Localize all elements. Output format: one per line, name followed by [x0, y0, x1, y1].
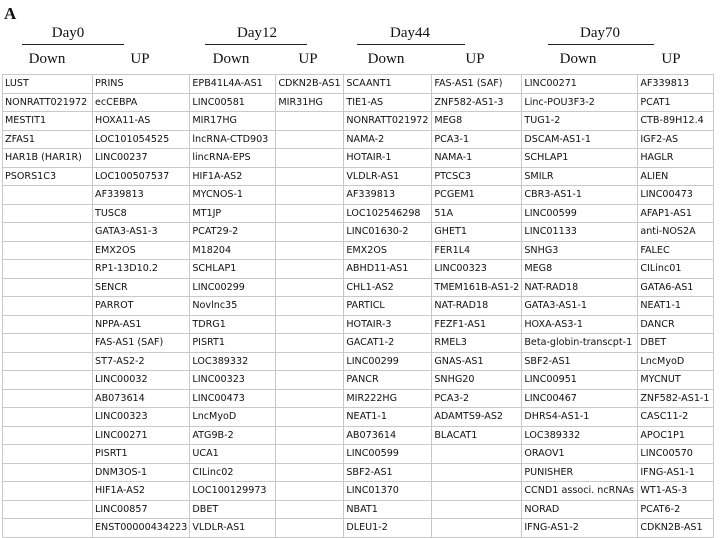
table-cell: TMEM161B-AS1-2	[432, 278, 522, 297]
table-row	[3, 500, 714, 519]
table-cell	[3, 352, 93, 371]
table-cell: LINC00599	[344, 445, 432, 464]
table-cell	[3, 500, 93, 519]
table-cell: LINC00599	[522, 204, 638, 223]
subheader-up-day12: UP	[298, 51, 318, 67]
table-cell: PANCR	[344, 371, 432, 390]
table-cell: SBF2-AS1	[522, 352, 638, 371]
table-cell: HOTAIR-3	[344, 315, 432, 334]
table-cell	[432, 500, 522, 519]
table-cell: PCAT1	[638, 93, 714, 112]
table-cell: LOC101054525	[93, 130, 190, 149]
table-cell: EPB41L4A-AS1	[190, 75, 276, 94]
table-cell	[276, 241, 344, 260]
table-cell: TUG1-2	[522, 112, 638, 131]
table-cell: AB073614	[344, 426, 432, 445]
table-cell: MEG8	[522, 260, 638, 279]
table-cell: GHET1	[432, 223, 522, 242]
table-cell: lncRNA-CTD903	[190, 130, 276, 149]
table-cell: VLDLR-AS1	[344, 167, 432, 186]
table-cell	[276, 186, 344, 205]
table-cell	[276, 278, 344, 297]
table-cell	[3, 463, 93, 482]
table-cell: HOXA-AS3-1	[522, 315, 638, 334]
table-cell: UCA1	[190, 445, 276, 464]
day-rule-1	[205, 44, 307, 45]
table-cell	[276, 408, 344, 427]
table-cell: SBF2-AS1	[344, 463, 432, 482]
table-cell: ecCEBPA	[93, 93, 190, 112]
table-cell: EMX2OS	[93, 241, 190, 260]
table-cell	[432, 482, 522, 501]
table-row	[3, 204, 714, 223]
table-cell: NONRATT021972	[3, 93, 93, 112]
table-cell: LINC00570	[638, 445, 714, 464]
table-cell: NAMA-1	[432, 149, 522, 168]
table-cell	[276, 297, 344, 316]
table-cell: PSORS1C3	[3, 167, 93, 186]
table-cell: LOC100129973	[190, 482, 276, 501]
table-cell: LINC00299	[190, 278, 276, 297]
table-cell	[3, 260, 93, 279]
table-cell: Linc-POU3F3-2	[522, 93, 638, 112]
table-cell: PTCSC3	[432, 167, 522, 186]
table-cell: SENCR	[93, 278, 190, 297]
table-cell: HOXA11-AS	[93, 112, 190, 131]
table-cell	[432, 519, 522, 538]
table-cell: ZNF582-AS1-3	[432, 93, 522, 112]
table-cell	[276, 519, 344, 538]
table-cell: EMX2OS	[344, 241, 432, 260]
table-cell: MIR31HG	[276, 93, 344, 112]
table-cell: LINC00951	[522, 371, 638, 390]
table-row	[3, 223, 714, 242]
table-cell: LINC00857	[93, 500, 190, 519]
table-row	[3, 130, 714, 149]
table-cell: NEAT1-1	[638, 297, 714, 316]
table-cell: ADAMTS9-AS2	[432, 408, 522, 427]
subheader-down-day0: Down	[28, 51, 66, 67]
table-cell: CDKN2B-AS1	[638, 519, 714, 538]
table-cell	[276, 500, 344, 519]
table-cell	[276, 482, 344, 501]
table-cell	[276, 149, 344, 168]
table-cell	[3, 371, 93, 390]
table-cell	[3, 408, 93, 427]
table-cell	[276, 352, 344, 371]
day-title-1: Day12	[237, 25, 277, 41]
table-cell: ALIEN	[638, 167, 714, 186]
table-cell	[276, 463, 344, 482]
table-cell: LINC00323	[432, 260, 522, 279]
table-cell: LUST	[3, 75, 93, 94]
table-cell: HIF1A-AS2	[190, 167, 276, 186]
table-cell	[276, 167, 344, 186]
table-cell: FAS-AS1 (SAF)	[432, 75, 522, 94]
table-cell: ZFAS1	[3, 130, 93, 149]
table-row	[3, 75, 714, 94]
subheader-up-day0: UP	[130, 51, 150, 67]
table-cell: PCAT29-2	[190, 223, 276, 242]
table-cell	[3, 519, 93, 538]
table-cell: GNAS-AS1	[432, 352, 522, 371]
subheader-up-day70: UP	[661, 51, 681, 67]
table-cell	[3, 334, 93, 353]
table-cell: TDRG1	[190, 315, 276, 334]
day-title-3: Day70	[580, 25, 620, 41]
table-row	[3, 352, 714, 371]
table-row	[3, 167, 714, 186]
table-cell: DHRS4-AS1-1	[522, 408, 638, 427]
table-cell: PCAT6-2	[638, 500, 714, 519]
table-row	[3, 482, 714, 501]
table-cell	[276, 445, 344, 464]
table-cell	[3, 297, 93, 316]
day-title-2: Day44	[390, 25, 430, 41]
subheader-up-day44: UP	[465, 51, 485, 67]
table-cell: IFNG-AS1-1	[638, 463, 714, 482]
table-cell	[3, 482, 93, 501]
table-cell: CBR3-AS1-1	[522, 186, 638, 205]
table-row	[3, 334, 714, 353]
day-rule-0	[22, 44, 124, 45]
table-cell: LINC01133	[522, 223, 638, 242]
table-cell: ENST00000434223	[93, 519, 190, 538]
table-cell: CHL1-AS2	[344, 278, 432, 297]
table-cell: MT1JP	[190, 204, 276, 223]
table-cell: NBAT1	[344, 500, 432, 519]
table-cell	[3, 204, 93, 223]
table-cell	[3, 186, 93, 205]
table-cell: Beta-globin-transcpt-1	[522, 334, 638, 353]
table-cell: SNHG3	[522, 241, 638, 260]
table-cell: ATG9B-2	[190, 426, 276, 445]
table-cell: LOC389332	[522, 426, 638, 445]
table-cell: LINC00237	[93, 149, 190, 168]
table-cell: SCHLAP1	[190, 260, 276, 279]
table-row	[3, 149, 714, 168]
table-cell: LINC01370	[344, 482, 432, 501]
table-cell: DANCR	[638, 315, 714, 334]
table-row	[3, 278, 714, 297]
table-cell	[276, 426, 344, 445]
table-cell	[276, 389, 344, 408]
table-row	[3, 260, 714, 279]
subheader-down-day12: Down	[212, 51, 250, 67]
table-cell	[3, 278, 93, 297]
subheader-down-day44: Down	[367, 51, 405, 67]
table-row	[3, 112, 714, 131]
table-cell: PARROT	[93, 297, 190, 316]
table-cell: PCA3-2	[432, 389, 522, 408]
table-cell: 51A	[432, 204, 522, 223]
table-row	[3, 519, 714, 538]
table-cell	[276, 204, 344, 223]
table-cell: AFAP1-AS1	[638, 204, 714, 223]
table-cell	[432, 445, 522, 464]
table-cell: SCAANT1	[344, 75, 432, 94]
table-cell	[276, 371, 344, 390]
table-cell: LINC00473	[638, 186, 714, 205]
table-cell	[276, 315, 344, 334]
table-cell: PARTICL	[344, 297, 432, 316]
table-row	[3, 389, 714, 408]
table-cell	[3, 389, 93, 408]
table-cell: LOC389332	[190, 352, 276, 371]
table-cell: CILinc02	[190, 463, 276, 482]
table-cell: LINC00581	[190, 93, 276, 112]
table-row	[3, 371, 714, 390]
table-cell: DBET	[638, 334, 714, 353]
table-cell: ST7-AS2-2	[93, 352, 190, 371]
table-cell: HOTAIR-1	[344, 149, 432, 168]
table-cell: GACAT1-2	[344, 334, 432, 353]
table-cell: MEG8	[432, 112, 522, 131]
lncrna-table	[2, 74, 714, 538]
table-cell: IFNG-AS1-2	[522, 519, 638, 538]
table-cell: DSCAM-AS1-1	[522, 130, 638, 149]
table-cell: TIE1-AS	[344, 93, 432, 112]
table-cell: TUSC8	[93, 204, 190, 223]
table-cell: ZNF582-AS1-1	[638, 389, 714, 408]
table-cell: IGF2-AS	[638, 130, 714, 149]
table-cell: VLDLR-AS1	[190, 519, 276, 538]
panel-label: A	[4, 4, 17, 23]
table-cell: NORAD	[522, 500, 638, 519]
table-cell: LncMyoD	[190, 408, 276, 427]
table-cell: SNHG20	[432, 371, 522, 390]
table-cell: PCA3-1	[432, 130, 522, 149]
table-cell: MIR17HG	[190, 112, 276, 131]
table-cell: HAR1B (HAR1R)	[3, 149, 93, 168]
table-cell: LINC00323	[190, 371, 276, 390]
table-cell	[276, 260, 344, 279]
table-cell: LINC00323	[93, 408, 190, 427]
table-cell	[276, 334, 344, 353]
table-cell: LOC102546298	[344, 204, 432, 223]
table-cell: NAMA-2	[344, 130, 432, 149]
table-row	[3, 426, 714, 445]
table-row	[3, 186, 714, 205]
day-title-0: Day0	[51, 25, 85, 41]
day-rule-2	[357, 44, 465, 45]
table-cell: FALEC	[638, 241, 714, 260]
table-cell	[276, 130, 344, 149]
table-cell: GATA3-AS1-3	[93, 223, 190, 242]
table-cell: MYCNUT	[638, 371, 714, 390]
table-row	[3, 241, 714, 260]
table-cell	[276, 112, 344, 131]
table-cell: MESTIT1	[3, 112, 93, 131]
table-cell: LncMyoD	[638, 352, 714, 371]
table-cell: NEAT1-1	[344, 408, 432, 427]
table-cell	[3, 426, 93, 445]
table-cell: MYCNOS-1	[190, 186, 276, 205]
table-cell: AB073614	[93, 389, 190, 408]
table-cell	[3, 445, 93, 464]
table-cell: LINC00473	[190, 389, 276, 408]
table-cell: NPPA-AS1	[93, 315, 190, 334]
table-cell: CDKN2B-AS1	[276, 75, 344, 94]
table-cell: DNM3OS-1	[93, 463, 190, 482]
table-cell: CTB-89H12.4	[638, 112, 714, 131]
table-cell	[276, 223, 344, 242]
table-cell: LINC00299	[344, 352, 432, 371]
table-cell: LINC00467	[522, 389, 638, 408]
table-cell: NAT-RAD18	[522, 278, 638, 297]
table-cell: LINC01630-2	[344, 223, 432, 242]
table-cell: LINC00271	[93, 426, 190, 445]
table-cell: MIR222HG	[344, 389, 432, 408]
table-cell: ORAOV1	[522, 445, 638, 464]
table-cell: RP1-13D10.2	[93, 260, 190, 279]
table-cell: AF339813	[93, 186, 190, 205]
table-cell: DBET	[190, 500, 276, 519]
table-cell: LINC00271	[522, 75, 638, 94]
table-row	[3, 463, 714, 482]
table-row	[3, 297, 714, 316]
table-cell: APOC1P1	[638, 426, 714, 445]
table-cell: LINC00032	[93, 371, 190, 390]
table-cell: PRINS	[93, 75, 190, 94]
table-cell: HAGLR	[638, 149, 714, 168]
table-cell: NAT-RAD18	[432, 297, 522, 316]
table-cell: ABHD11-AS1	[344, 260, 432, 279]
table-cell: GATA6-AS1	[638, 278, 714, 297]
table-cell: AF339813	[344, 186, 432, 205]
table-cell: FAS-AS1 (SAF)	[93, 334, 190, 353]
table-cell: CILinc01	[638, 260, 714, 279]
day-rule-3	[548, 44, 654, 45]
table-cell	[3, 223, 93, 242]
table-cell: LOC100507537	[93, 167, 190, 186]
table-cell: CASC11-2	[638, 408, 714, 427]
table-cell: PUNISHER	[522, 463, 638, 482]
table-cell: RMEL3	[432, 334, 522, 353]
subheader-down-day70: Down	[559, 51, 597, 67]
table-cell: lincRNA-EPS	[190, 149, 276, 168]
table-cell: CCND1 associ. ncRNAs	[522, 482, 638, 501]
table-cell: anti-NOS2A	[638, 223, 714, 242]
table-cell: NONRATT021972	[344, 112, 432, 131]
table-cell: GATA3-AS1-1	[522, 297, 638, 316]
table-cell	[3, 241, 93, 260]
table-row	[3, 445, 714, 464]
table-cell: FEZF1-AS1	[432, 315, 522, 334]
table-cell: AF339813	[638, 75, 714, 94]
table-cell: PISRT1	[93, 445, 190, 464]
table-row	[3, 93, 714, 112]
table-cell: SMILR	[522, 167, 638, 186]
table-cell: SCHLAP1	[522, 149, 638, 168]
table-cell: Novlnc35	[190, 297, 276, 316]
table-cell: WT1-AS-3	[638, 482, 714, 501]
table-row	[3, 315, 714, 334]
table-cell	[3, 315, 93, 334]
table-cell: PISRT1	[190, 334, 276, 353]
table-cell: M18204	[190, 241, 276, 260]
table-cell: PCGEM1	[432, 186, 522, 205]
table-cell: DLEU1-2	[344, 519, 432, 538]
table-cell: HIF1A-AS2	[93, 482, 190, 501]
table-cell	[432, 463, 522, 482]
table-cell: BLACAT1	[432, 426, 522, 445]
table-cell: FER1L4	[432, 241, 522, 260]
table-row	[3, 408, 714, 427]
